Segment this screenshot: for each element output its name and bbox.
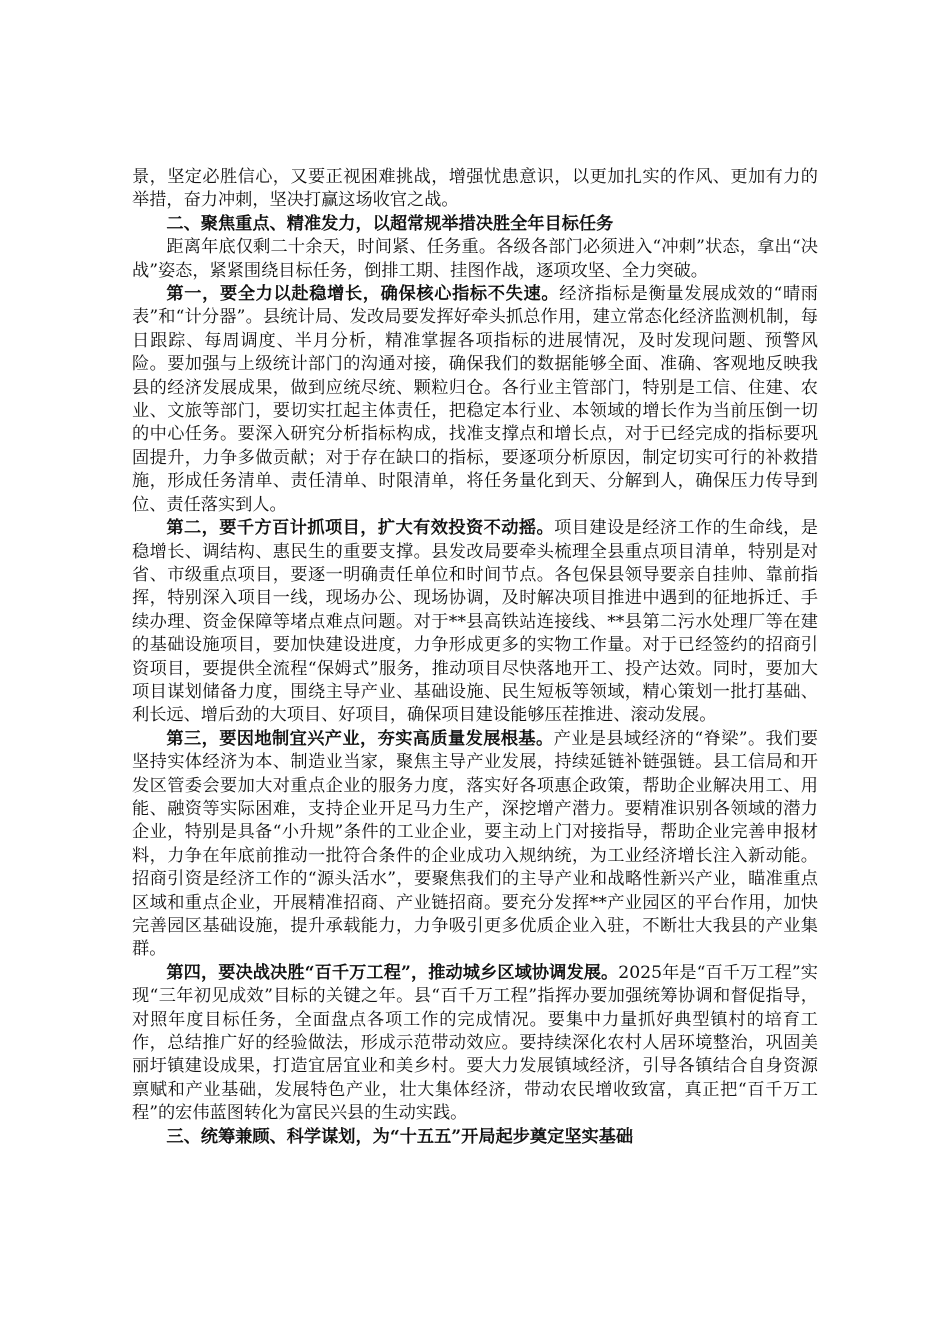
item-4-body: 2025年是“百千万工程”实现“三年初见成效”目标的关键之年。县“百千万工程”指挥办要加强统筹协调和督促指导，对照年度目标任务，全面盘点各项工作的完成情况。要集中力量抓好典型镇村的培育工作，总结推广好的经验做法，形成示范带动效应。要持续深化农村人居环境整治，巩固美丽圩镇建设成果，打造宜居宜业和美乡村。要大力发展镇域经济，引导各镇结合自身资源禀赋和产业基础，发展特色产业，壮大集体经济，带动农民增收致富，真正把“百千万工程”的宏伟蓝图转化为富民兴县的生动实践。: [132, 962, 818, 1124]
item-1-body: 经济指标是衡量发展成效的“晴雨表”和“计分器”。县统计局、发改局要发挥好牵头抓总作用，建立常态化经济监测机制，每日跟踪、每周调度、半月分析，精准掌握各项指标的进展情况，及时发现问题、预警风险。要加强与上级统计部门的沟通对接，确保我们的数据能够全面、准确、客观地反映我县的经济发展成果，做到应统尽统、颗粒归仓。各行业主管部门，特别是工信、住建、农业、文旅等部门，要切实扛起主体责任，把稳定本行业、本领域的增长作为当前压倒一切的中心任务。要深入研究分析指标构成，找准支撑点和增长点，对于已经完成的指标要巩固提升，力争多做贡献；对于存在缺口的指标，要逐项分析原因，制定切实可行的补救措施，形成任务清单、责任清单、时限清单，将任务量化到天、分解到人，确保压力传导到位、责任落实到人。: [132, 284, 818, 515]
item-4-lead: 第四，要决战决胜“百千万工程”，推动城乡区域协调发展。: [166, 962, 619, 983]
item-1-lead: 第一，要全力以赴稳增长，确保核心指标不失速。: [166, 284, 560, 305]
item-3-body: 产业是县域经济的“脊梁”。我们要坚持实体经济为本、制造业当家，聚焦主导产业发展，持续延链补链强链。县工信局和开发区管委会要加大对重点企业的服务力度，落实好各项惠企政策，帮助企业解决用工、用能、融资等实际困难，支持企业开足马力生产，深挖增产潜力。要精准识别各领域的潜力企业，特别是具备“小升规”条件的工业企业，要主动上门对接指导，帮助企业完善申报材料，力争在年底前推动一批符合条件的企业成功入规纳统，为工业经济增长注入新动能。招商引资是经济工作的“源头活水”，要聚焦我们的主导产业和战略性新兴产业，瞄准重点区域和重点企业，开展精准招商、产业链招商。要充分发挥**产业园区的平台作用，加快完善园区基础设施，提升承载能力，力争吸引更多优质企业入驻，不断壮大我县的产业集群。: [132, 728, 818, 960]
document-page: [132, 166, 818, 1149]
item-2-lead: 第二，要千方百计抓项目，扩大有效投资不动摇。: [166, 518, 555, 539]
item-1-paragraph: [132, 283, 818, 517]
section-2-intro-paragraph: 距离年底仅剩二十余天，时间紧、任务重。各级各部门必须进入“冲刺”状态，拿出“决战”姿态，紧紧围绕目标任务，倒排工期、挂图作战，逐项攻坚、全力突破。: [132, 237, 818, 281]
section-3-heading: 三、统筹兼顾、科学谋划，为“十五五”开局起步奠定坚实基础: [166, 1126, 634, 1147]
item-3-lead: 第三，要因地制宜兴产业，夯实高质量发展根基。: [166, 728, 554, 749]
item-2-paragraph: [132, 517, 818, 728]
intro-continuation-paragraph: 景，坚定必胜信心，又要正视困难挑战，增强忧患意识，以更加扎实的作风、更加有力的举措，奋力冲刺，坚决打赢这场收官之战。: [132, 167, 818, 211]
item-3-paragraph: [132, 728, 818, 962]
item-4-paragraph: [132, 962, 818, 1126]
item-2-body: 项目建设是经济工作的生命线，是稳增长、调结构、惠民生的重要支撑。县发改局要牵头梳理全县重点项目清单，特别是对省、市级重点项目，要逐一明确责任单位和时间节点。各包保县领导要亲自挂帅、靠前指挥，特别深入项目一线，现场办公、现场协调，及时解决项目推进中遇到的征地拆迁、手续办理、资金保障等堵点难点问题。对于**县高铁站连接线、**县第二污水处理厂等在建的基础设施项目，要加快建设进度，力争形成更多的实物工作量。对于已经签约的招商引资项目，要提供全流程“保姆式”服务，推动项目尽快落地开工、投产达效。同时，要加大项目谋划储备力度，围绕主导产业、基础设施、民生短板等领域，精心策划一批打基础、利长远、增后劲的大项目、好项目，确保项目建设能够压茬推进、滚动发展。: [132, 518, 818, 726]
section-2-heading: 二、聚焦重点、精准发力，以超常规举措决胜全年目标任务: [166, 213, 614, 234]
